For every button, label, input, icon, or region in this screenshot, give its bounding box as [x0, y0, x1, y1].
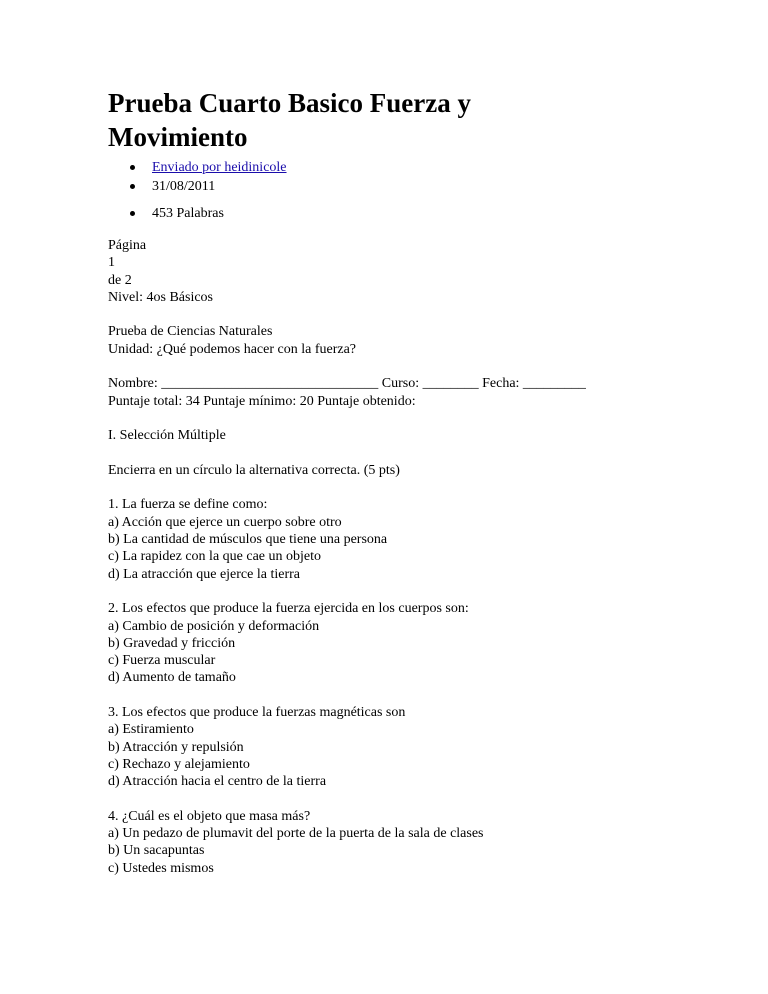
question-option: d) Atracción hacia el centro de la tierra [108, 774, 327, 790]
title-line-1: Prueba Cuarto Basico Fuerza y [108, 88, 471, 118]
nivel-line: Nivel: 4os Básicos [108, 289, 213, 305]
puntaje-line: Puntaje total: 34 Puntaje mínimo: 20 Puntaje obtenido: [108, 393, 416, 409]
unidad-line: Unidad: ¿Qué podemos hacer con la fuerza? [108, 341, 356, 357]
question-block [108, 808, 728, 877]
document-meta-list [108, 158, 728, 223]
question-option: b) La cantidad de músculos que tiene una persona [108, 532, 388, 548]
question-text: 2. Los efectos que produce la fuerza ejercida en los cuerpos son: [108, 601, 469, 617]
question-block [108, 704, 728, 790]
instruction-line: Encierra en un círculo la alternativa correcta. (5 pts) [108, 462, 400, 478]
question-text: 1. La fuerza se define como: [108, 497, 268, 513]
author-link[interactable]: Enviado por heidinicole [152, 160, 287, 175]
question-option: a) Cambio de posición y deformación [108, 618, 320, 634]
meta-author-item [152, 158, 728, 177]
question-option: c) La rapidez con la que cae un objeto [108, 549, 322, 565]
page-current: 1 [108, 255, 115, 271]
question-option: d) La atracción que ejerce la tierra [108, 566, 300, 582]
question-text: 4. ¿Cuál es el objeto que masa más? [108, 808, 311, 824]
document-body [108, 237, 728, 877]
prueba-line: Prueba de Ciencias Naturales [108, 324, 273, 340]
question-option: a) Estiramiento [108, 722, 194, 738]
page-label: Página [108, 238, 147, 253]
page-total: de 2 [108, 272, 132, 288]
question-option: a) Un pedazo de plumavit del porte de la puerta de la sala de clases [108, 826, 484, 842]
document-title [108, 86, 728, 154]
question-option: b) Gravedad y fricción [108, 635, 236, 651]
question-option: d) Aumento de tamaño [108, 670, 236, 686]
question-text: 3. Los efectos que produce la fuerzas magnéticas son [108, 705, 406, 721]
question-block [108, 496, 728, 582]
section-heading: I. Selección Múltiple [108, 428, 226, 444]
question-option: b) Un sacapuntas [108, 843, 205, 859]
question-option: c) Ustedes mismos [108, 860, 214, 876]
question-option: b) Atracción y repulsión [108, 739, 244, 755]
question-option: c) Fuerza muscular [108, 653, 216, 669]
meta-date-item: 31/08/2011 [152, 177, 728, 196]
question-option: a) Acción que ejerce un cuerpo sobre otro [108, 514, 342, 530]
meta-words-item: 453 Palabras [152, 204, 728, 223]
title-line-2: Movimiento [108, 122, 248, 152]
document-page [108, 86, 728, 877]
question-option: c) Rechazo y alejamiento [108, 756, 250, 772]
question-block [108, 600, 728, 686]
nombre-line: Nombre: _______________________________ Curso: ________ Fecha: _________ [108, 376, 586, 392]
